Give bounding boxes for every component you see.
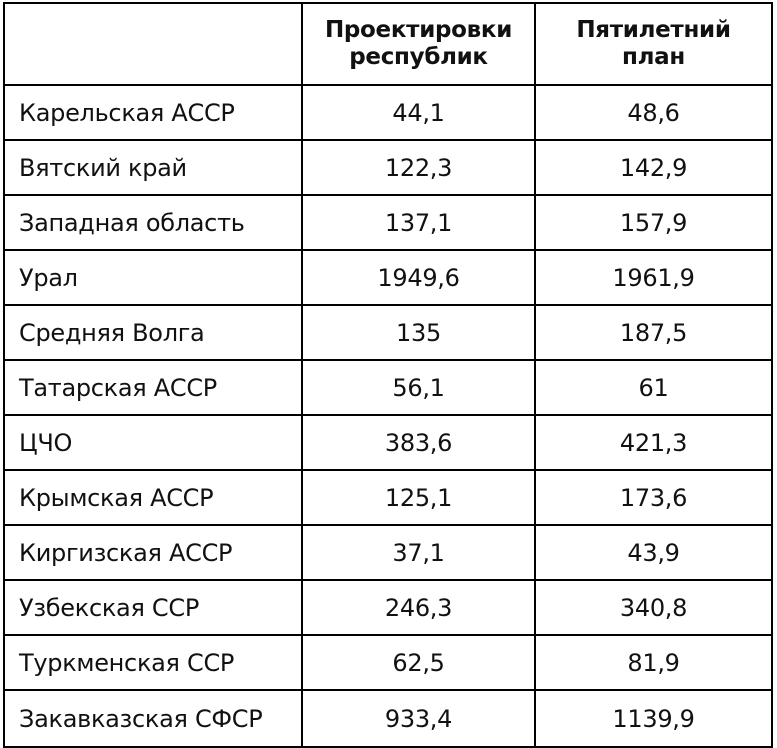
region-cell: Туркменская ССР [5,636,303,691]
projections-cell: 44,1 [303,86,536,141]
header-plan-line2: план [622,44,685,70]
region-cell: Средняя Волга [5,306,303,361]
region-cell: Закавказская СФСР [5,691,303,746]
header-projections-line1: Проектировки [324,17,513,43]
header-region [5,4,303,86]
plan-cell: 61 [536,361,771,416]
data-table [3,2,773,748]
plan-cell: 43,9 [536,526,771,581]
plan-cell: 81,9 [536,636,771,691]
projections-cell: 933,4 [303,691,536,746]
projections-cell: 246,3 [303,581,536,636]
region-cell: Вятский край [5,141,303,196]
projections-cell: 135 [303,306,536,361]
header-plan [536,4,771,86]
projections-cell: 383,6 [303,416,536,471]
plan-cell: 142,9 [536,141,771,196]
region-cell: Урал [5,251,303,306]
plan-cell: 340,8 [536,581,771,636]
header-projections-line2: республик [349,44,488,70]
plan-cell: 1139,9 [612,704,695,733]
plan-cell: 187,5 [536,306,771,361]
plan-cell: 421,3 [536,416,771,471]
region-cell: Крымская АССР [5,471,303,526]
region-cell: Узбекская ССР [5,581,303,636]
plan-cell: 48,6 [536,86,771,141]
projections-cell: 62,5 [303,636,536,691]
header-projections [303,4,536,86]
plan-cell: 1961,9 [536,251,771,306]
region-cell: Киргизская АССР [5,526,303,581]
projections-cell: 125,1 [303,471,536,526]
plan-cell: 157,9 [536,196,771,251]
projections-cell: 137,1 [303,196,536,251]
region-cell: Татарская АССР [5,361,303,416]
header-plan-line1: Пятилетний [576,17,731,43]
region-cell: ЦЧО [5,416,303,471]
projections-cell: 37,1 [303,526,536,581]
plan-cell: 173,6 [536,471,771,526]
region-cell: Западная область [5,196,303,251]
region-cell: Карельская АССР [5,86,303,141]
projections-cell: 122,3 [303,141,536,196]
projections-cell: 56,1 [303,361,536,416]
projections-cell: 1949,6 [303,251,536,306]
